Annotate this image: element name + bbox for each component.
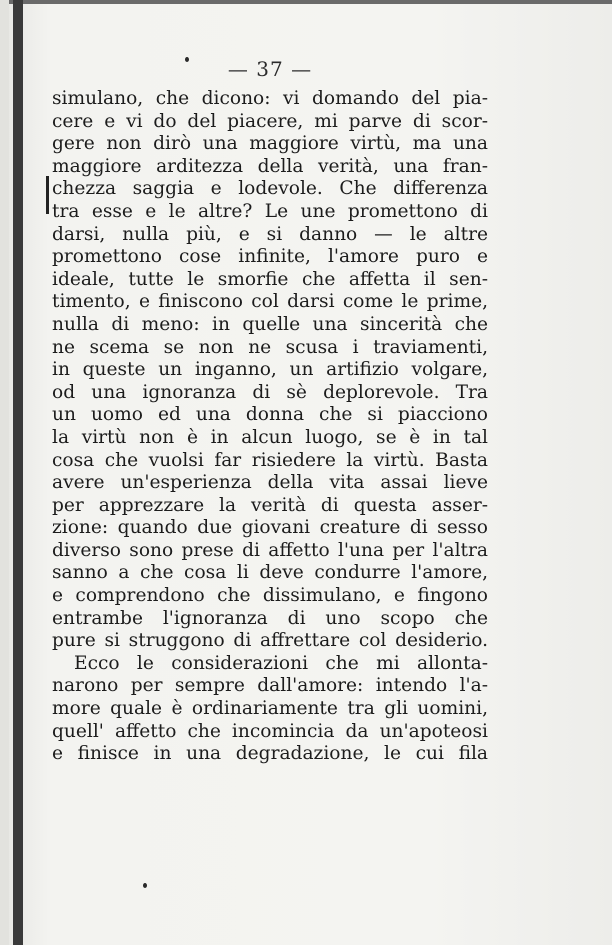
text-line: la virtù non è in alcun luogo, se è in tal [52,426,488,448]
text-line: timento, e finiscono col darsi come le prime, [52,291,488,313]
text-line: entrambe l'ignoranza di uno scopo che [52,607,488,629]
text-line: cere e vi do del piacere, mi parve di scor- [52,110,488,132]
text-line: e comprendono che dissimulano, e fingono [52,585,488,607]
text-line: maggiore arditezza della verità, una fran- [52,155,488,177]
text-line: simulano, che dicono: vi domando del pia- [52,88,488,109]
text-line: sanno a che cosa li deve condurre l'amore, [52,562,488,584]
text-line: cosa che vuolsi far risiedere la virtù. Basta [52,449,488,471]
text-line: in queste un inganno, un artifizio volgare, [52,359,488,381]
page-number: — 37 — [227,57,313,81]
text-line: od una ignoranza di sè deplorevole. Tra [52,381,488,403]
text-line: avere un'esperienza della vita assai lieve [52,472,488,494]
text-line: narono per sempre dall'amore: intendo l'a- [52,675,488,697]
text-line: tra esse e le altre? Le une promettono di [52,200,488,222]
text-line: zione: quando due giovani creature di sesso [52,517,488,539]
text-line: gere non dirò una maggiore virtù, ma una [52,133,488,155]
text-line: diverso sono prese di affetto l'una per l'altra [52,539,488,561]
text-line: per apprezzare la verità di questa asser- [52,494,488,516]
text-line: more quale è ordinariamente tra gli uomini, [52,698,488,720]
text-line: Ecco le considerazioni che mi allonta- [74,652,488,674]
text-line: nulla di meno: in quelle una sincerità che [52,313,488,335]
text-line: quell' affetto che incomincia da un'apoteosi [52,720,488,742]
text-line: e finisce in una degradazione, le cui fila [52,743,488,765]
page-top-edge [0,0,612,4]
body-text [52,88,488,766]
text-line: darsi, nulla più, e si danno — le altre [52,223,488,245]
text-line: promettono cose infinite, l'amore puro e [52,246,488,268]
text-line: un uomo ed una donna che si piacciono [52,404,488,426]
text-line: ne scema se non ne scusa i traviamenti, [52,336,488,358]
text-line: pure si struggono di affrettare col desiderio. [52,630,488,652]
ink-speck [185,57,189,62]
spine-shadow [13,0,23,945]
margin-mark [46,176,49,214]
text-line: ideale, tutte le smorfie che affetta il sen- [52,268,488,290]
ink-speck [143,883,147,888]
text-line: chezza saggia e lodevole. Che differenza [52,178,488,200]
binding-edge [0,0,9,945]
